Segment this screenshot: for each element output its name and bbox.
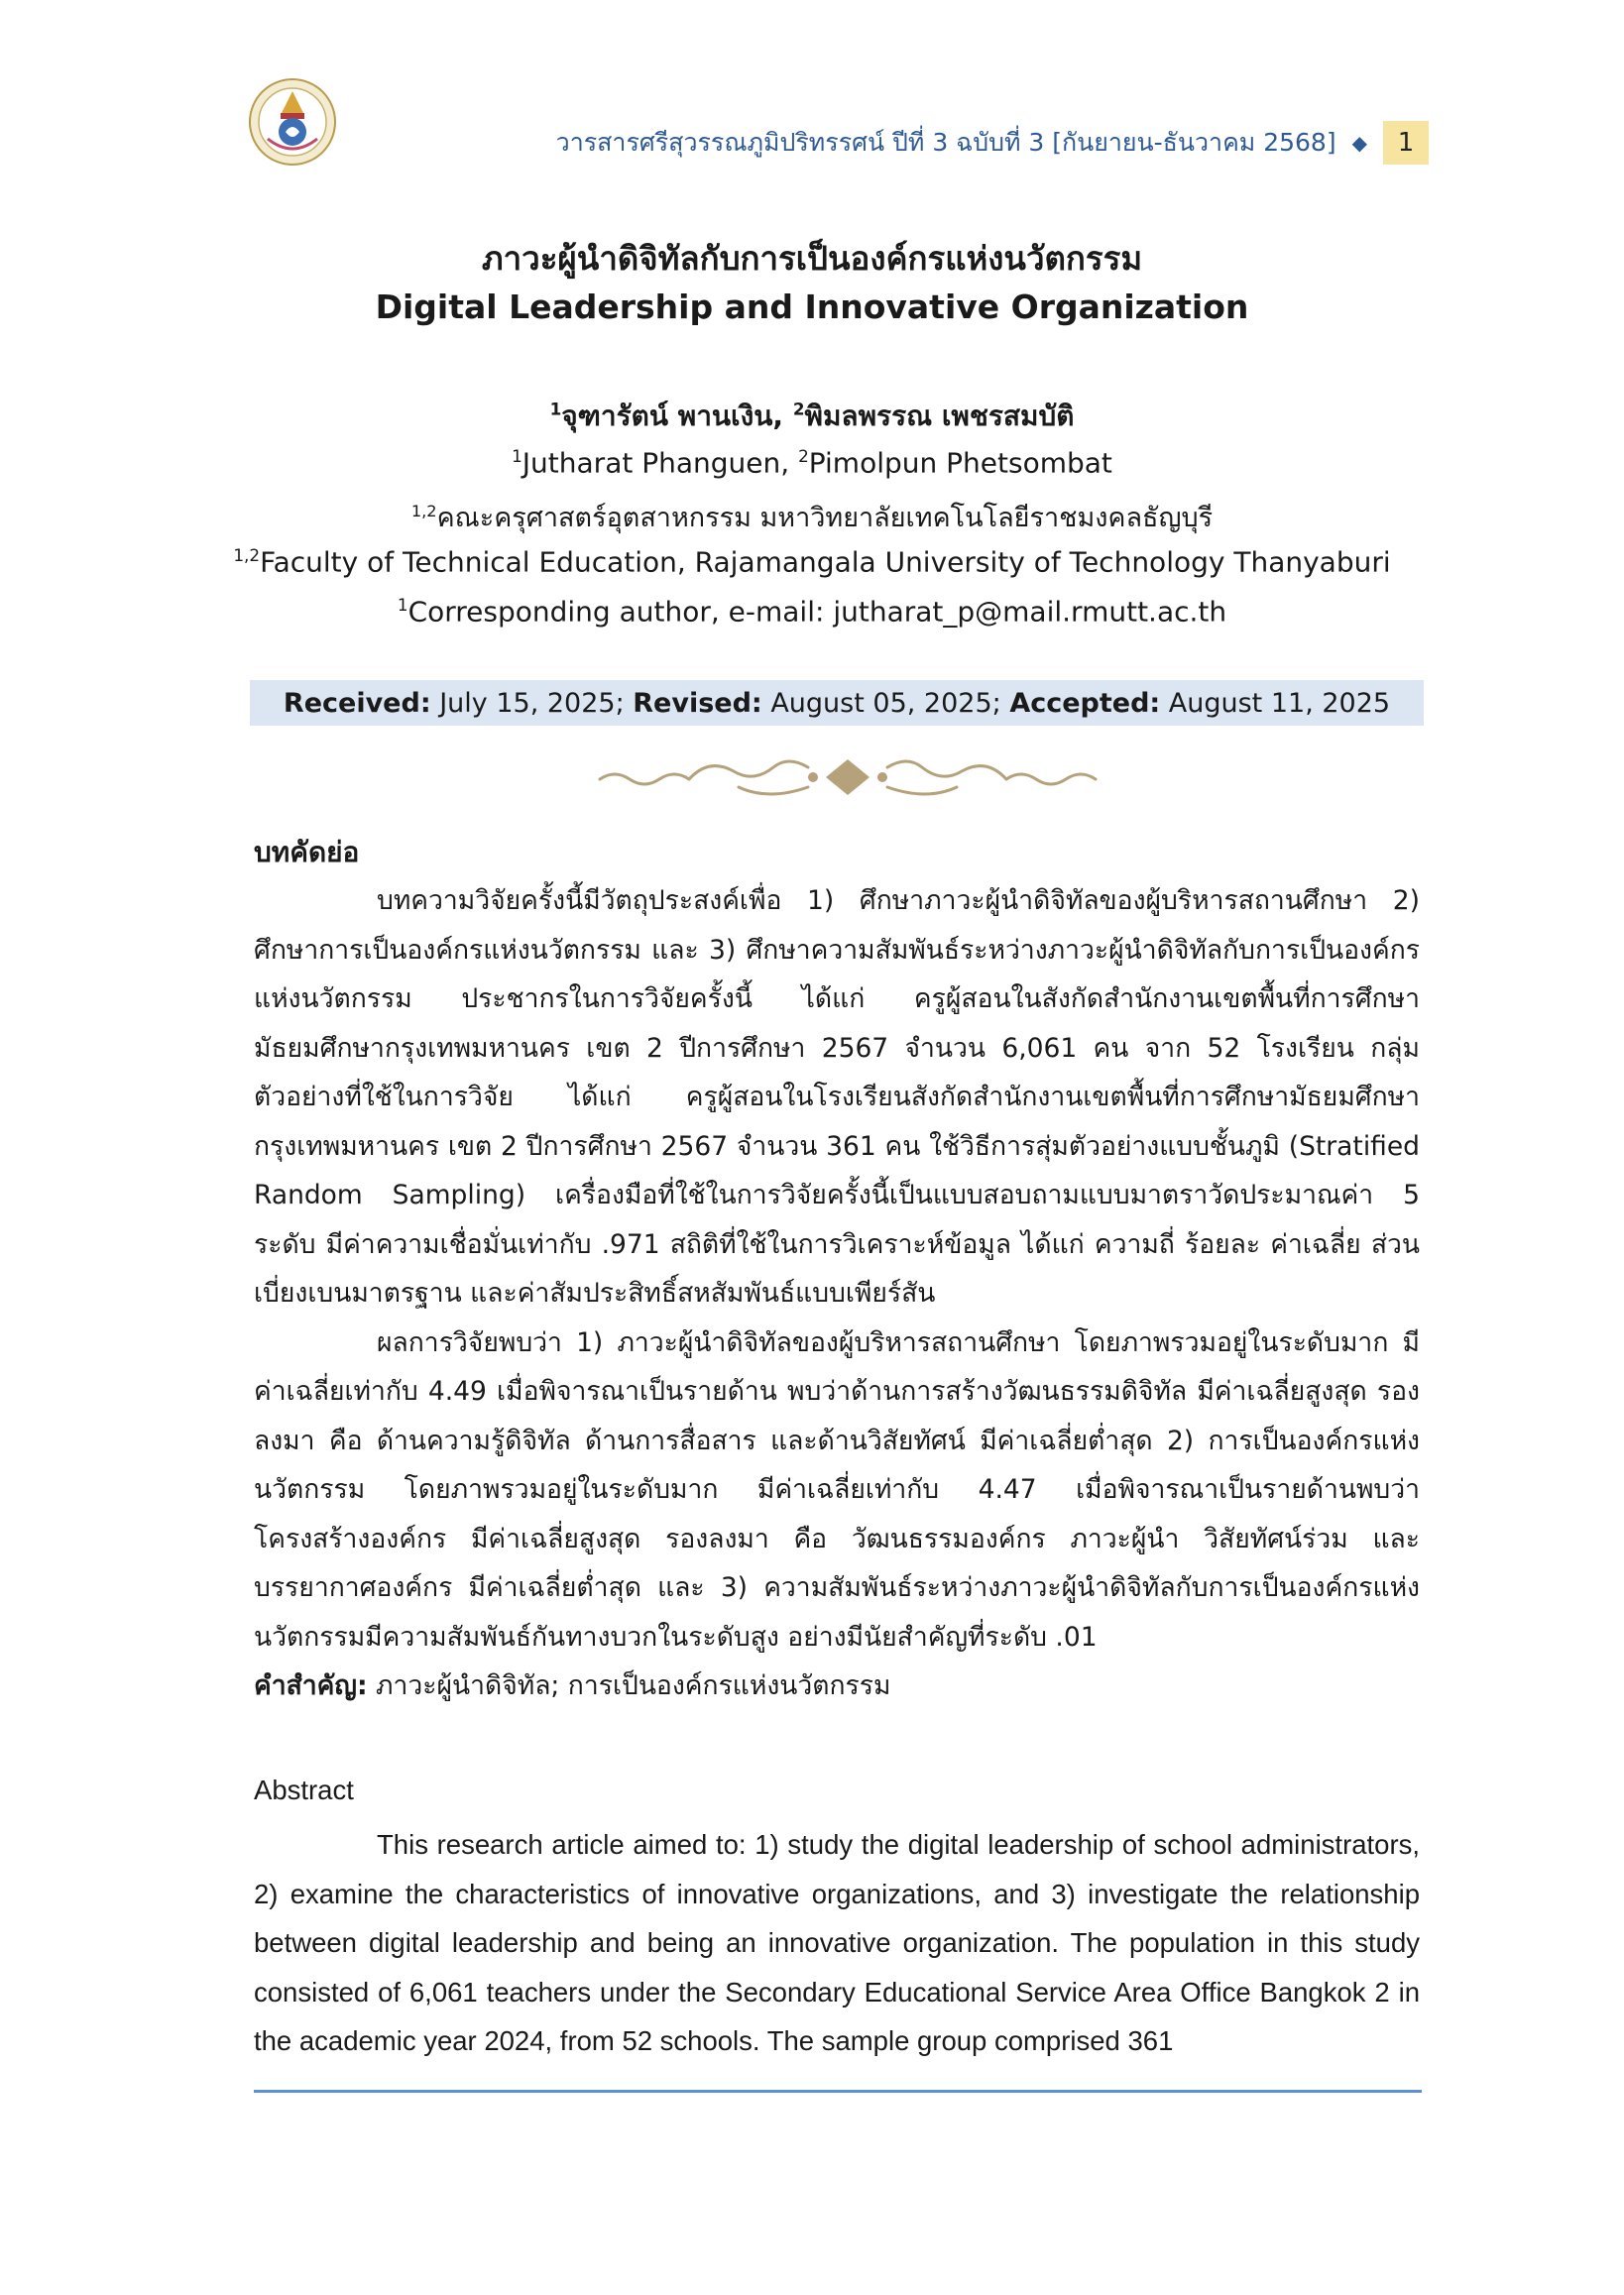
revised-label: Revised: (633, 687, 762, 719)
author-marker: 2 (798, 446, 809, 466)
authors-thai (0, 395, 1624, 438)
author-marker: 1 (549, 399, 562, 419)
author-name: จุฑารัตน์ พานเงิน, (561, 400, 793, 432)
page-number: 1 (1383, 121, 1429, 165)
decorative-divider-icon (590, 753, 1105, 801)
footer-divider (254, 2090, 1422, 2093)
author-marker: 2 (792, 399, 805, 419)
affiliation-thai (0, 496, 1624, 538)
received-date: July 15, 2025; (430, 687, 634, 719)
author-name: Jutharat Phanguen, (522, 446, 799, 480)
author-name: พิมลพรรณ เพชรสมบัติ (804, 400, 1075, 432)
received-label: Received: (283, 687, 431, 719)
title-thai: ภาวะผู้นำดิจิทัลกับการเป็นองค์กรแห่งนวัตกรรม (481, 239, 1143, 278)
abstract-thai-paragraph-1: บทความวิจัยครั้งนี้มีวัตถุประสงค์เพื่อ 1) ศึกษาภาวะผู้นำดิจิทัลของผู้บริหารสถานศึกษา 2) ศึกษาการเป็นองค์กรแห่งนวัตกรรม และ 3) ศึกษาความสัมพันธ์ระหว่างภาวะผู้นำดิจิทัลกับการเป็นองค์กรแห่งนวัตกรรม ประชากรในการวิจัยครั้งนี้ ได้แก่ ครูผู้สอนในสังกัดสำนักงานเขตพื้นที่การศึกษามัธยมศึกษากรุงเทพมหานคร เขต 2 ปีการศึกษา 2567 จำนวน 6,061 คน จาก 52 โรงเรียน กลุ่มตัวอย่างที่ใช้ในการวิจัย ได้แก่ ครูผู้สอนในโรงเรียนสังกัดสำนักงานเขตพื้นที่การศึกษามัธยมศึกษากรุงเทพมหานคร เขต 2 ปีการศึกษา 2567 จำนวน 361 คน ใช้วิธีการสุ่มตัวอย่างแบบชั้นภูมิ (Stratified Random Sampling) เครื่องมือที่ใช้ในการวิจัยครั้งนี้เป็นแบบสอบถามแบบมาตราวัดประมาณค่า 5 ระดับ มีค่าความเชื่อมั่นเท่ากับ .971 สถิติที่ใช้ในการวิเคราะห์ข้อมูล ได้แก่ ความถี่ ร้อยละ ค่าเฉลี่ย ส่วนเบี่ยงเบนมาตรฐาน และค่าสัมประสิทธิ์สหสัมพันธ์แบบเพียร์สัน (254, 885, 1421, 1309)
affiliation-text: คณะครุศาสตร์อุตสาหกรรม มหาวิทยาลัยเทคโนโลยีราชมงคลธัญบุรี (436, 503, 1214, 533)
corresponding-author (0, 595, 1624, 628)
abstract-thai-paragraph-2: ผลการวิจัยพบว่า 1) ภาวะผู้นำดิจิทัลของผู้บริหารสถานศึกษา โดยภาพรวมอยู่ในระดับมาก มีค่าเฉลี่ยเท่ากับ 4.49 เมื่อพิจารณาเป็นรายด้าน พบว่าด้านการสร้างวัฒนธรรมดิจิทัล มีค่าเฉลี่ยสูงสุด รองลงมา คือ ด้านความรู้ดิจิทัล ด้านการสื่อสาร และด้านวิสัยทัศน์ มีค่าเฉลี่ยต่ำสุด 2) การเป็นองค์กรแห่งนวัตกรรม โดยภาพรวมอยู่ในระดับมาก มีค่าเฉลี่ยเท่ากับ 4.47 เมื่อพิจารณาเป็นรายด้านพบว่า โครงสร้างองค์กร มีค่าเฉลี่ยสูงสุด รองลงมา คือ วัฒนธรรมองค์กร ภาวะผู้นำ วิสัยทัศน์ร่วม และบรรยากาศองค์กร มีค่าเฉลี่ยต่ำสุด และ 3) ความสัมพันธ์ระหว่างภาวะผู้นำดิจิทัลกับการเป็นองค์กรแห่งนวัตกรรมมีความสัมพันธ์กันทางบวกในระดับสูง อย่างมีนัยสำคัญที่ระดับ .01 (254, 1326, 1420, 1653)
submission-dates (250, 680, 1424, 726)
journal-header (556, 121, 1429, 165)
abstract-english-heading: Abstract (254, 1775, 354, 1805)
corresponding-marker: 1 (397, 595, 408, 615)
author-name: Pimolpun Phetsombat (808, 446, 1112, 480)
title-english: Digital Leadership and Innovative Organization (375, 287, 1249, 326)
university-seal-icon (248, 77, 337, 167)
author-marker: 1 (512, 446, 522, 466)
affiliation-english (0, 545, 1624, 578)
abstract-english-paragraph-1: This research article aimed to: 1) study the digital leadership of school administrators, 2) examine the characteristics of innovative organizations, and 3) investigate the relationship between digital leadership and being an innovative organization. The population in this study consisted of 6,061 teachers under the Secondary Educational Service Area Office Bangkok 2 in the academic year 2024, from 52 schools. The sample group comprised 361 (254, 1829, 1420, 2056)
accepted-date: August 11, 2025 (1160, 687, 1391, 719)
keywords-label: คำสำคัญ: (254, 1670, 368, 1701)
keywords-text: ภาวะผู้นำดิจิทัล; การเป็นองค์กรแห่งนวัตกรรม (367, 1670, 891, 1701)
revised-date: August 05, 2025; (761, 687, 1010, 719)
abstract-english-body (254, 1820, 1420, 2066)
authors-english (0, 446, 1624, 479)
diamond-icon: ◆ (1351, 131, 1367, 155)
affiliation-marker: 1,2 (233, 545, 261, 565)
affiliation-marker: 1,2 (410, 502, 437, 520)
abstract-thai-body (254, 876, 1420, 1711)
affiliation-text: Faculty of Technical Education, Rajamangala University of Technology Thanyaburi (260, 545, 1391, 579)
journal-title: วารสารศรีสุวรรณภูมิปริทรรศน์ ปีที่ 3 ฉบับที่ 3 [กันยายน-ธันวาคม 2568] (555, 128, 1336, 157)
abstract-thai-heading: บทคัดย่อ (254, 836, 360, 868)
accepted-label: Accepted: (1009, 687, 1161, 719)
keywords-line (254, 1662, 1420, 1711)
corresponding-text: Corresponding author, e-mail: jutharat_p@mail.rmutt.ac.th (407, 595, 1227, 629)
